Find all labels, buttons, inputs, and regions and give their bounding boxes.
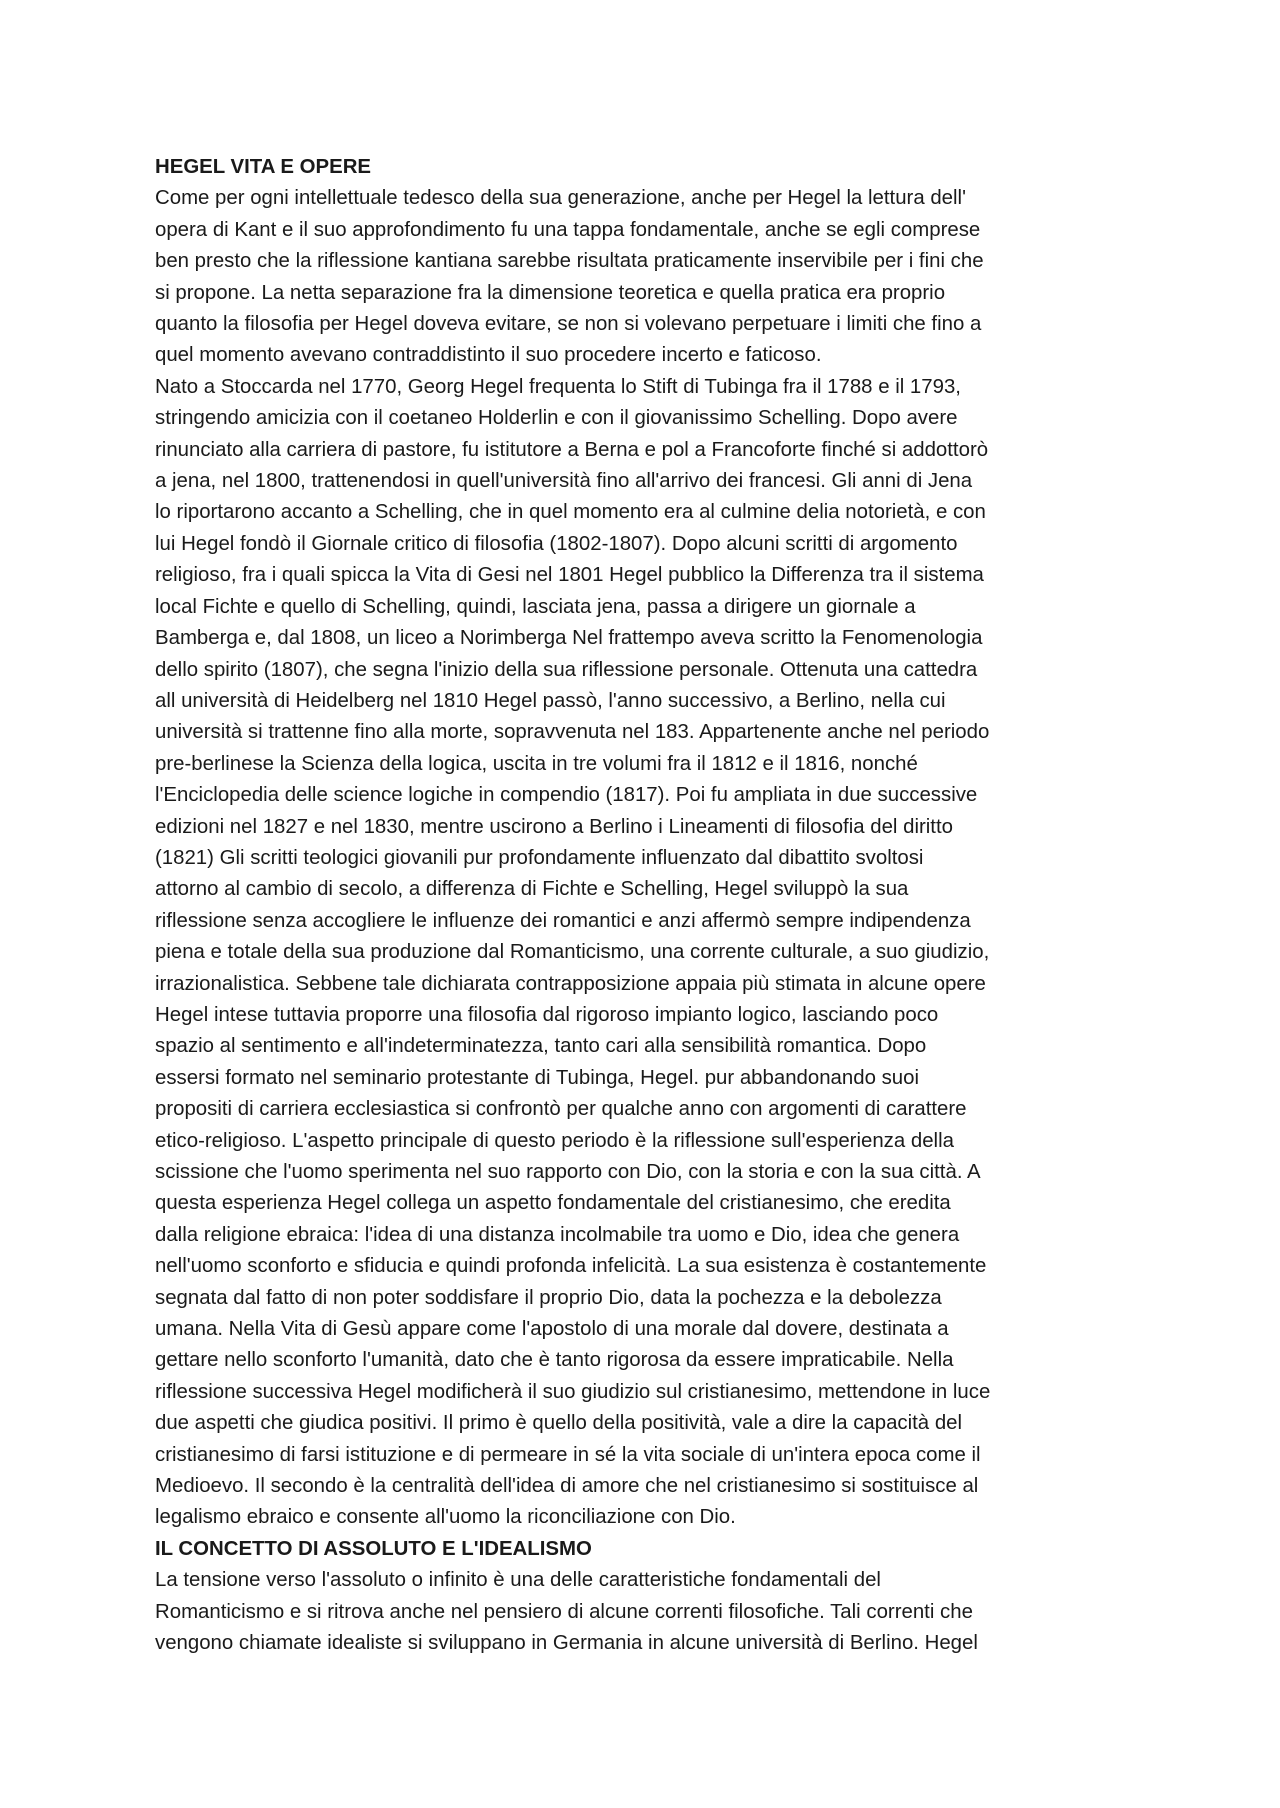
text-line: religioso, fra i quali spicca la Vita di Gesi nel 1801 Hegel pubblico la Differenza tra il sistema xyxy=(155,564,984,587)
paragraph-kant xyxy=(155,183,1135,371)
text-line: riflessione senza accogliere le influenze dei romantici e anzi affermò sempre indipendenza xyxy=(155,909,971,932)
text-line: opera di Kant e il suo approfondimento fu una tappa fondamentale, anche se egli comprese xyxy=(155,218,981,241)
text-line: ben presto che la riflessione kantiana sarebbe risultata praticamente inservibile per i fini che xyxy=(155,250,984,273)
text-line: etico-religioso. L'aspetto principale di questo periodo è la riflessione sull'esperienza della xyxy=(155,1129,954,1152)
text-line: scissione che l'uomo sperimenta nel suo rapporto con Dio, con la storia e con la sua città. A xyxy=(155,1161,981,1183)
text-line: propositi di carriera ecclesiastica si confrontò per qualche anno con argomenti di carattere xyxy=(155,1098,967,1121)
text-line: dalla religione ebraica: l'idea di una distanza incolmabile tra uomo e Dio, idea che genera xyxy=(155,1223,960,1246)
text-line: Medioevo. Il secondo è la centralità dell'idea di amore che nel cristianesimo si sostituisce al xyxy=(155,1475,979,1498)
text-line: legalismo ebraico e consente all'uomo la riconciliazione con Dio. xyxy=(155,1506,736,1529)
text-line: a jena, nel 1800, trattenendosi in quell'università fino all'arrivo dei francesi. Gli anni di Jena xyxy=(155,470,973,493)
text-line: si propone. La netta separazione fra la dimensione teoretica e quella pratica era proprio xyxy=(155,281,946,304)
text-line: Bamberga e, dal 1808, un liceo a Norimberga Nel frattempo aveva scritto la Fenomenologia xyxy=(155,627,983,650)
text-line: umana. Nella Vita di Gesù appare come l'apostolo di una morale dal dovere, destinata a xyxy=(155,1318,949,1341)
text-line: lui Hegel fondò il Giornale critico di filosofia (1802-1807). Dopo alcuni scritti di argomento xyxy=(155,532,958,555)
text-line: vengono chiamate idealiste si sviluppano in Germania in alcune università di Berlino. Hegel xyxy=(155,1632,978,1655)
text-line: La tensione verso l'assoluto o infinito è una delle caratteristiche fondamentali del xyxy=(155,1569,881,1592)
text-line: Nato a Stoccarda nel 1770, Georg Hegel frequenta lo Stift di Tubinga fra il 1788 e il 1793, xyxy=(155,375,961,398)
text-line: Hegel intese tuttavia proporre una filosofia dal rigoroso impianto logico, lasciando poco xyxy=(155,1003,939,1026)
text-line: lo riportarono accanto a Schelling, che in quel momento era al culmine delia notorietà, e con xyxy=(155,501,986,524)
text-line: all università di Heidelberg nel 1810 Hegel passò, l'anno successivo, a Berlino, nella cui xyxy=(155,689,946,712)
text-line: stringendo amicizia con il coetaneo Holderlin e con il giovanissimo Schelling. Dopo avere xyxy=(155,407,958,430)
text-line: segnata dal fatto di non poter soddisfare il proprio Dio, data la pochezza e la debolezza xyxy=(155,1286,942,1309)
section-heading-hegel-vita-e-opere: HEGEL VITA E OPERE xyxy=(155,156,372,178)
text-line: nell'uomo sconforto e sfiducia e quindi profonda infelicità. La sua esistenza è costantemente xyxy=(155,1255,987,1278)
text-line: gettare nello sconforto l'umanità, dato che è tanto rigorosa da essere impraticabile. Nella xyxy=(155,1349,954,1372)
text-line: quel momento avevano contraddistinto il suo procedere incerto e faticoso. xyxy=(155,344,822,367)
text-line: quanto la filosofia per Hegel doveva evitare, se non si volevano perpetuare i limiti che fino a xyxy=(155,313,982,336)
text-line: rinunciato alla carriera di pastore, fu istitutore a Berna e pol a Francoforte finché si addottorò xyxy=(155,438,989,461)
text-line: local Fichte e quello di Schelling, quindi, lasciata jena, passa a dirigere un giornale a xyxy=(155,595,916,618)
paragraph-biography xyxy=(155,372,1135,1534)
text-line: piena e totale della sua produzione dal Romanticismo, una corrente culturale, a suo giudizio, xyxy=(155,941,990,964)
text-line: irrazionalistica. Sebbene tale dichiarata contrapposizione appaia più stimata in alcune opere xyxy=(155,972,986,995)
text-line: cristianesimo di farsi istituzione e di permeare in sé la vita sociale di un'intera epoca come il xyxy=(155,1443,981,1466)
text-line: spazio al sentimento e all'indeterminatezza, tanto cari alla sensibilità romantica. Dopo xyxy=(155,1035,927,1058)
text-line: edizioni nel 1827 e nel 1830, mentre uscirono a Berlino i Lineamenti di filosofia del diritto xyxy=(155,815,953,838)
text-line: riflessione successiva Hegel modificherà il suo giudizio sul cristianesimo, mettendone in luce xyxy=(155,1380,991,1403)
section-heading-concetto-di-assoluto: IL CONCETTO DI ASSOLUTO E L'IDEALISMO xyxy=(155,1537,592,1560)
document-page xyxy=(155,152,1135,1660)
text-line: essersi formato nel seminario protestante di Tubinga, Hegel. pur abbandonando suoi xyxy=(155,1066,919,1089)
text-line: (1821) Gli scritti teologici giovanili pur profondamente influenzato dal dibattito svoltosi xyxy=(155,846,924,869)
text-line: l'Enciclopedia delle science logiche in compendio (1817). Poi fu ampliata in due successive xyxy=(155,784,978,807)
text-line: questa esperienza Hegel collega un aspetto fondamentale del cristianesimo, che eredita xyxy=(155,1192,951,1215)
text-line: dello spirito (1807), che segna l'inizio della sua riflessione personale. Ottenuta una cattedra xyxy=(155,658,978,681)
paragraph-assoluto xyxy=(155,1565,1135,1659)
text-line: attorno al cambio di secolo, a differenza di Fichte e Schelling, Hegel sviluppò la sua xyxy=(155,878,909,901)
text-line: Come per ogni intellettuale tedesco della sua generazione, anche per Hegel la lettura dell' xyxy=(155,187,966,210)
text-line: Romanticismo e si ritrova anche nel pensiero di alcune correnti filosofiche. Tali correnti che xyxy=(155,1600,973,1623)
text-line: università si trattenne fino alla morte, sopravvenuta nel 183. Appartenente anche nel periodo xyxy=(155,721,990,744)
text-line: due aspetti che giudica positivi. Il primo è quello della positività, vale a dire la capacità del xyxy=(155,1412,963,1435)
text-line: pre-berlinese la Scienza della logica, uscita in tre volumi fra il 1812 e il 1816, nonché xyxy=(155,752,918,775)
